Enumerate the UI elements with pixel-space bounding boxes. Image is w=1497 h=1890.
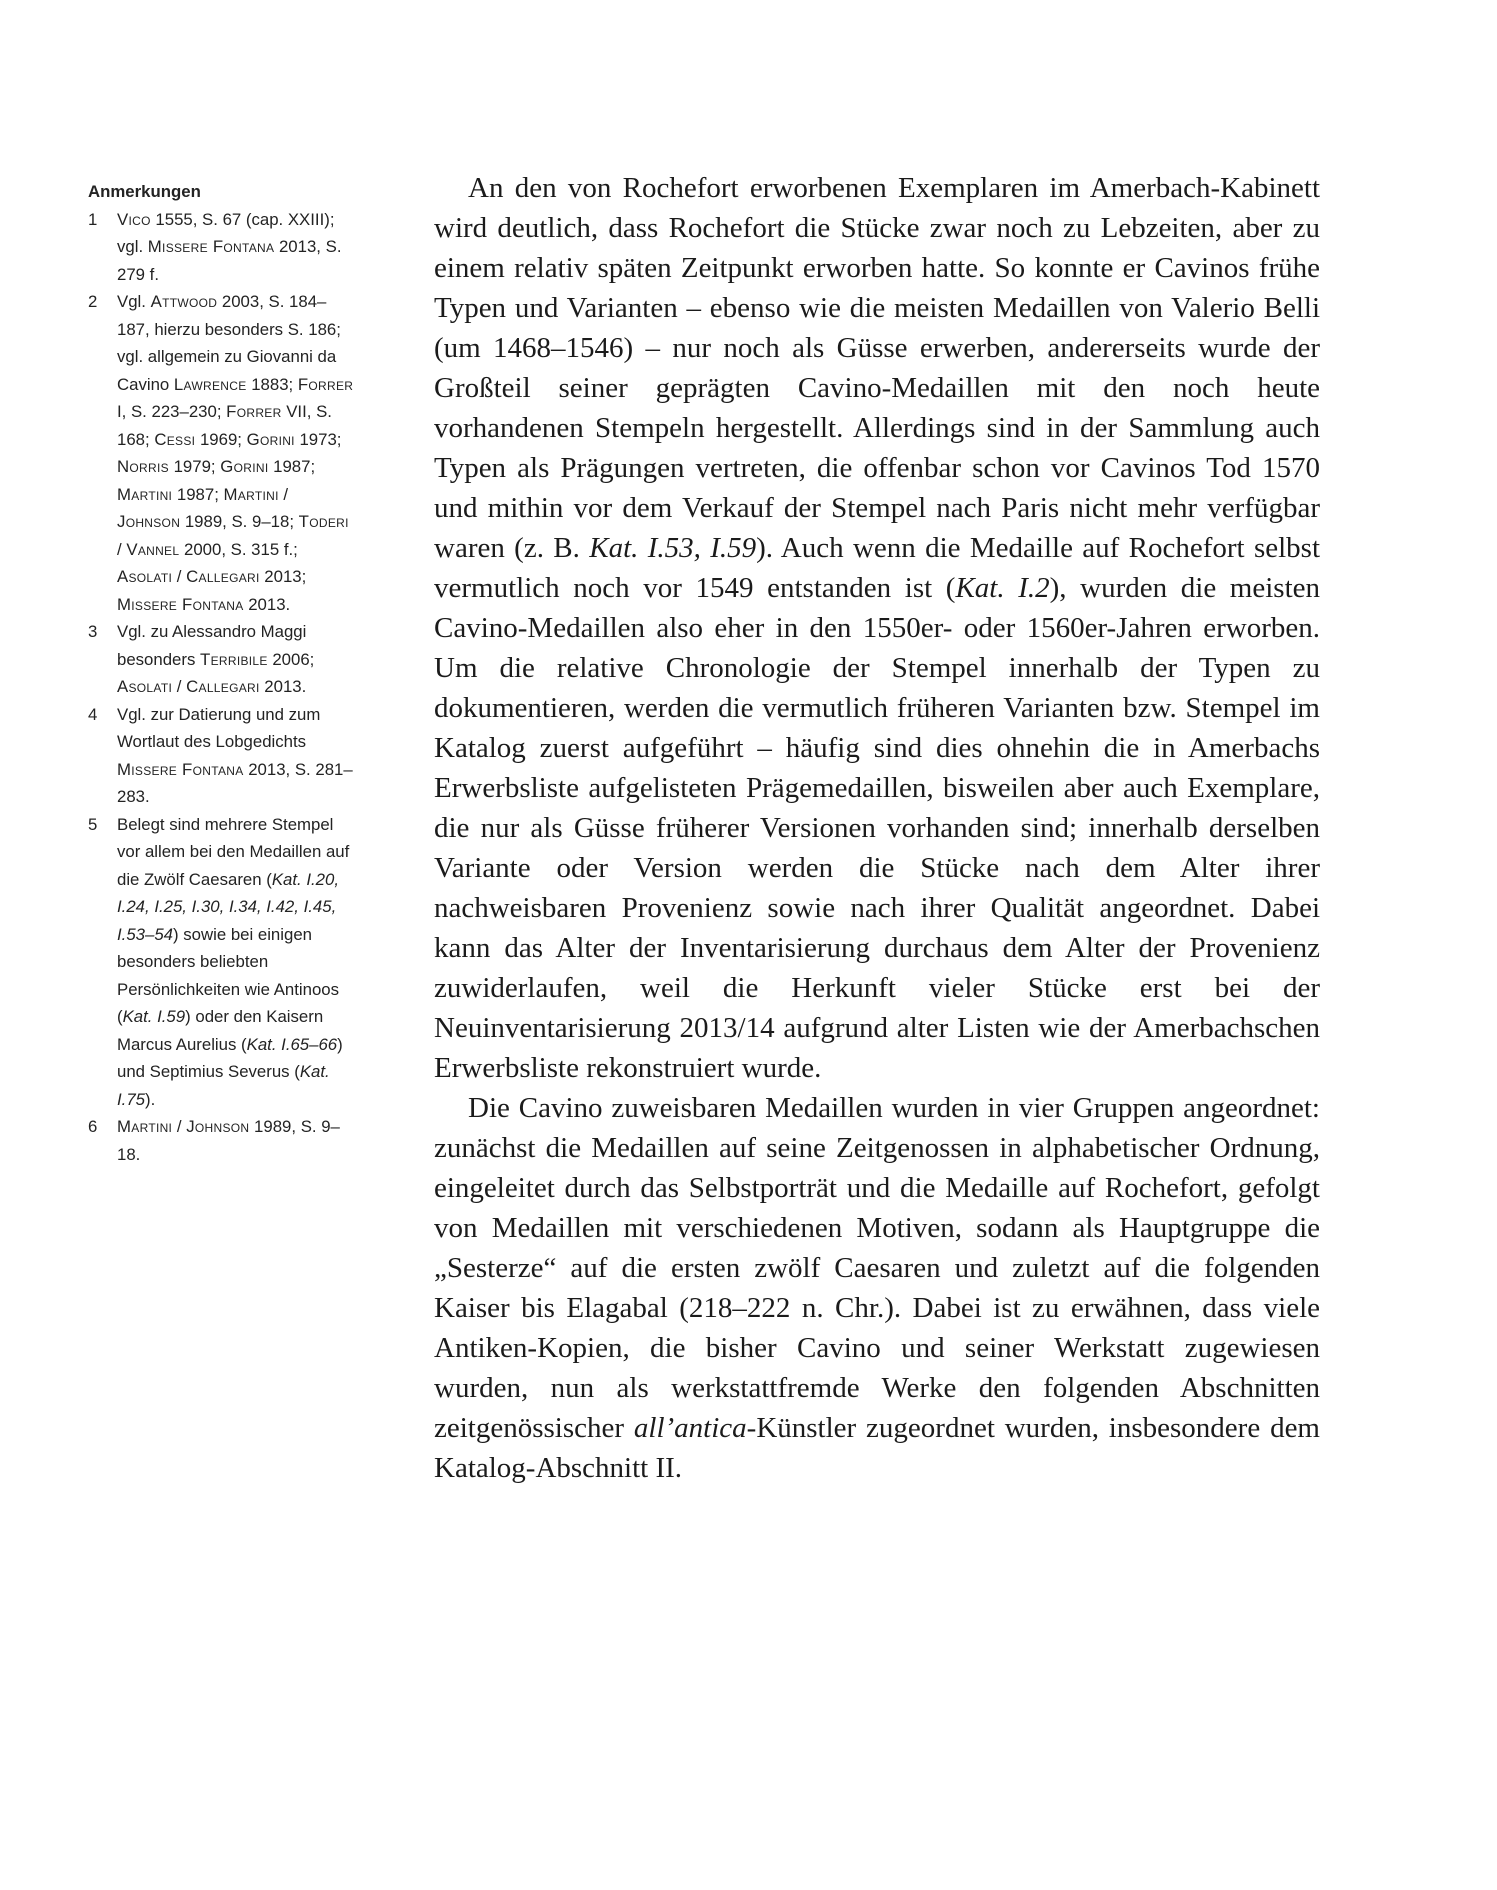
footnote-item — [88, 206, 354, 289]
text-run-italic: Kat. I.2 — [955, 572, 1050, 604]
text-run-plain: 1987; — [172, 484, 224, 504]
footnotes-column — [88, 178, 354, 1168]
text-run-plain: Vgl. — [117, 292, 151, 311]
text-run-plain: 2000, S. 315 f.; — [179, 539, 298, 559]
text-run-smallcaps: Missere Fontana — [147, 237, 275, 256]
text-run-plain: Belegt sind mehrere Stempel vor allem bei den Medaillen auf die Zwölf Caesaren ( — [117, 814, 350, 889]
text-run-plain: 1883; — [246, 374, 298, 394]
text-run-smallcaps: Terribile — [200, 649, 268, 669]
footnote-number: 5 — [88, 814, 98, 834]
text-run-plain: ), wurden die meisten Cavino-Medaillen also eher in den 1550er- oder 1560er-Jahren erworben. Um die relative Chronologie der Stempel innerhalb der Typen zu dokumentieren, werden die vermutlich früheren Varianten bzw. Stempel im Katalog zuerst aufgeführt – häufig sind dies ohnehin die in Amerbachs Erwerbsliste aufgelisteten Prägemedaillen, bisweilen aber auch Exemplare, die nur als Güsse früherer Versionen vorhanden sind; innerhalb derselben Variante oder Version werden die Stücke nach dem Alter ihrer nachweisbaren Provenienz sowie nach ihrer Qualität angeordnet. Dabei kann das Alter der Inventarisierung durchaus dem Alter der Provenienz zuwiderlaufen, weil die Herkunft vieler Stücke erst bei der Neuinventarisierung 2013/14 aufgrund alter Listen wie der Amerbachschen Erwerbsliste rekonstruiert wurde. — [434, 572, 1321, 1084]
text-run-plain: / — [117, 539, 127, 559]
footnote-item — [88, 618, 354, 701]
text-run-plain: / — [172, 1117, 187, 1136]
footnote-text — [117, 618, 354, 701]
text-run-plain: ). Auch wenn die Medaille auf Rochefort selbst vermutlich noch vor 1549 entstanden ist ( — [434, 532, 1320, 604]
text-run-plain: 1979; — [168, 457, 221, 476]
text-run-plain: Die Cavino zuweisbaren Medaillen wurden in vier Gruppen angeordnet: zunächst die Medaillen auf seine Zeitgenossen in alphabetischer Ordnung, eingeleitet durch das Selbstporträt und die Medaille auf Rochefort, gefolgt von Medaillen mit verschiedenen Motiven, sodann als Hauptgruppe die „Sesterze“ auf die ersten zwölf Caesaren und zuletzt auf die folgenden Kaiser bis Elagabal (218–222 n. Chr.). Dabei ist zu erwähnen, dass viele Antiken-Kopien, die bisher Cavino und seiner Werkstatt zugewiesen wurden, nun als werkstattfremde Werke den folgenden Abschnitten zeitgenössischer — [434, 1092, 1320, 1444]
text-run-plain: Vgl. zur Datierung und zum Wortlaut des Lobgedichts — [117, 704, 321, 751]
text-run-smallcaps: Missere Fontana — [117, 759, 244, 779]
text-run-italic: all’antica — [633, 1412, 747, 1444]
text-run-smallcaps: Callegari — [186, 567, 260, 586]
footnote-item — [88, 811, 354, 1114]
text-run-smallcaps: Vico — [117, 209, 151, 229]
footnote-text — [117, 1113, 354, 1168]
text-run-plain: / — [278, 484, 289, 504]
text-run-italic: Kat. I.65–66 — [246, 1034, 338, 1054]
text-run-smallcaps: Lawrence — [173, 374, 247, 394]
text-run-plain: 1989, S. 9–18; — [180, 512, 299, 531]
text-run-smallcaps: Martini — [117, 1117, 173, 1136]
footnotes-heading: Anmerkungen — [88, 182, 201, 201]
text-run-plain: 1969; — [195, 429, 247, 449]
text-run-smallcaps: Johnson — [117, 512, 181, 531]
footnote-item — [88, 1113, 354, 1168]
text-run-smallcaps: Forrer — [297, 374, 354, 394]
body-column — [434, 168, 1320, 1488]
text-run-smallcaps: Gorini — [220, 457, 269, 476]
text-run-plain: 2013. — [243, 594, 291, 614]
text-run-smallcaps: Attwood — [150, 292, 218, 311]
footnote-number: 4 — [88, 704, 98, 724]
text-run-plain: / — [172, 567, 187, 586]
text-run-smallcaps: Martini — [223, 484, 279, 504]
footnote-list — [88, 206, 354, 1169]
text-run-smallcaps: Martini — [117, 484, 173, 504]
text-run-italic: Kat. I.53, I.59 — [589, 532, 757, 564]
footnote-item — [88, 701, 354, 811]
text-run-plain: ) oder den Kaisern Marcus Aurelius ( — [117, 1007, 324, 1054]
footnote-number: 2 — [88, 292, 98, 311]
text-run-plain: 2003, S. 184–187, hierzu besonders S. 186; vgl. allgemein zu Giovanni da Cavino — [117, 292, 341, 394]
text-run-italic: Kat. I.59 — [122, 1007, 186, 1026]
text-run-plain: / — [172, 677, 187, 696]
text-run-plain: 1973; — [294, 429, 342, 449]
text-run-smallcaps: Forrer — [226, 402, 282, 421]
text-run-plain: 1989, S. 9–18. — [117, 1117, 340, 1164]
text-run-plain: 1987; — [268, 457, 316, 476]
footnote-number: 3 — [88, 622, 98, 641]
text-run-plain: ) sowie bei einigen besonders beliebten Persönlichkeiten wie Antinoos ( — [117, 924, 340, 1026]
footnote-number: 6 — [88, 1117, 98, 1136]
text-run-plain: 2013, S. 281–283. — [117, 759, 353, 806]
text-run-smallcaps: Johnson — [186, 1117, 250, 1136]
text-run-smallcaps: Callegari — [186, 677, 260, 696]
text-run-smallcaps: Asolati — [117, 677, 173, 696]
text-run-smallcaps: Norris — [117, 457, 169, 476]
footnote-text — [117, 811, 354, 1114]
body-paragraph — [434, 168, 1320, 1088]
text-run-plain: -Künstler zugeordnet wurden, insbesondere dem Katalog-Abschnitt II. — [434, 1412, 1320, 1484]
footnote-item — [88, 288, 354, 618]
text-run-smallcaps: Asolati — [117, 567, 173, 586]
footnote-text — [117, 206, 354, 289]
text-run-plain: 2013, S. 279 f. — [117, 237, 342, 284]
text-run-plain: An den von Rochefort erworbenen Exemplaren im Amerbach-Kabinett wird deutlich, dass Rochefort die Stücke zwar noch zu Lebzeiten, aber zu einem relativ späten Zeitpunkt erworben hatte. So konnte er Cavinos frühe Typen und Varianten – ebenso wie die meisten Medaillen von Valerio Belli (um 1468–1546) – nur noch als Güsse erwerben, andererseits wurde der Großteil seiner geprägten Cavino-Medaillen mit den noch heute vorhandenen Stempeln hergestellt. Allerdings sind in der Sammlung auch Typen als Prägungen vertreten, die offenbar schon vor Cavinos Tod 1570 und mithin vor dem Verkauf der Stempel nach Paris nicht mehr verfügbar waren (z. B. — [434, 172, 1320, 564]
text-run-italic: Kat. I.75 — [117, 1062, 330, 1109]
text-run-plain: Vgl. zu Alessandro Maggi besonders — [117, 622, 307, 669]
text-run-plain: ) und Septimius Severus ( — [117, 1034, 343, 1081]
text-run-plain: I, S. 223–230; — [117, 402, 227, 421]
text-run-plain: 2013; — [259, 567, 307, 586]
text-run-smallcaps: Gorini — [246, 429, 295, 449]
footnote-number: 1 — [88, 209, 98, 229]
body-paragraph — [434, 1088, 1320, 1488]
footnote-text — [117, 288, 354, 618]
text-run-plain: 2013. — [259, 677, 307, 696]
text-run-italic: Kat. I.20, I.24, I.25, I.30, I.34, I.42, I.45, I.53–54 — [117, 869, 339, 944]
text-run-plain: ). — [145, 1089, 156, 1109]
text-run-smallcaps: Cessi — [154, 429, 196, 449]
text-run-smallcaps: Vannel — [126, 539, 180, 559]
footnote-text — [117, 701, 354, 811]
text-run-plain: 1555, S. 67 (cap. XXIII); vgl. — [117, 209, 335, 256]
text-run-smallcaps: Toderi — [298, 512, 349, 531]
text-run-plain: 2006; — [267, 649, 315, 669]
text-run-smallcaps: Missere Fontana — [117, 594, 244, 614]
text-run-plain: VII, S. 168; — [117, 402, 332, 449]
